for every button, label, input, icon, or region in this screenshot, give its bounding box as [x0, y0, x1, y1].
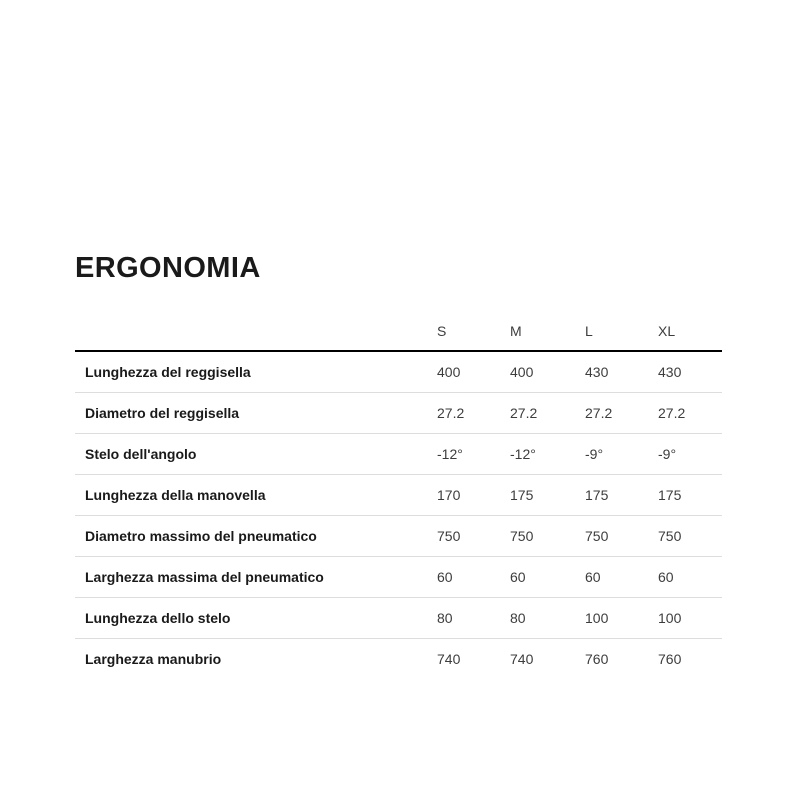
spec-value: 740 [510, 651, 534, 667]
spec-value: 760 [585, 651, 609, 667]
table-row [75, 557, 722, 598]
spec-value: 80 [510, 610, 526, 626]
column-header-l: L [585, 323, 593, 339]
table-row [75, 434, 722, 475]
spec-value: 60 [585, 569, 601, 585]
spec-value: 430 [585, 364, 609, 380]
table-row [75, 639, 722, 679]
spec-value: 175 [585, 487, 609, 503]
section-title: ERGONOMIA [75, 252, 261, 284]
spec-label: Stelo dell'angolo [85, 446, 197, 462]
spec-value: 170 [437, 487, 461, 503]
ergonomics-spec-section [75, 254, 722, 679]
spec-value: 175 [510, 487, 534, 503]
spec-value: 60 [437, 569, 453, 585]
table-row [75, 516, 722, 557]
spec-value: 27.2 [585, 405, 613, 421]
table-row [75, 598, 722, 639]
spec-label: Larghezza massima del pneumatico [85, 569, 324, 585]
spec-label: Lunghezza del reggisella [85, 364, 251, 380]
table-row [75, 393, 722, 434]
spec-label: Diametro massimo del pneumatico [85, 528, 317, 544]
table-row [75, 352, 722, 393]
spec-value: 27.2 [437, 405, 465, 421]
spec-value: 60 [510, 569, 526, 585]
spec-table [75, 283, 722, 679]
spec-label: Lunghezza della manovella [85, 487, 266, 503]
spec-value: 27.2 [658, 405, 686, 421]
spec-value: 27.2 [510, 405, 538, 421]
spec-label: Larghezza manubrio [85, 651, 222, 667]
spec-value: 760 [658, 651, 682, 667]
spec-value: 750 [585, 528, 609, 544]
spec-value: 750 [510, 528, 534, 544]
spec-value: 100 [585, 610, 609, 626]
spec-value: 750 [437, 528, 461, 544]
spec-value: 430 [658, 364, 682, 380]
spec-value: -12° [510, 446, 536, 462]
spec-value: -9° [585, 446, 604, 462]
spec-value: 400 [437, 364, 461, 380]
spec-value: -9° [658, 446, 677, 462]
spec-label: Lunghezza dello stelo [85, 610, 231, 626]
column-header-xl: XL [658, 323, 676, 339]
column-header-s: S [437, 323, 447, 339]
size-header-row [75, 283, 722, 352]
spec-value: 80 [437, 610, 453, 626]
spec-label: Diametro del reggisella [85, 405, 240, 421]
spec-value: 750 [658, 528, 682, 544]
spec-value: 400 [510, 364, 534, 380]
table-row [75, 475, 722, 516]
spec-value: -12° [437, 446, 463, 462]
column-header-m: M [510, 323, 522, 339]
spec-value: 175 [658, 487, 682, 503]
spec-value: 740 [437, 651, 461, 667]
spec-value: 100 [658, 610, 682, 626]
spec-value: 60 [658, 569, 674, 585]
